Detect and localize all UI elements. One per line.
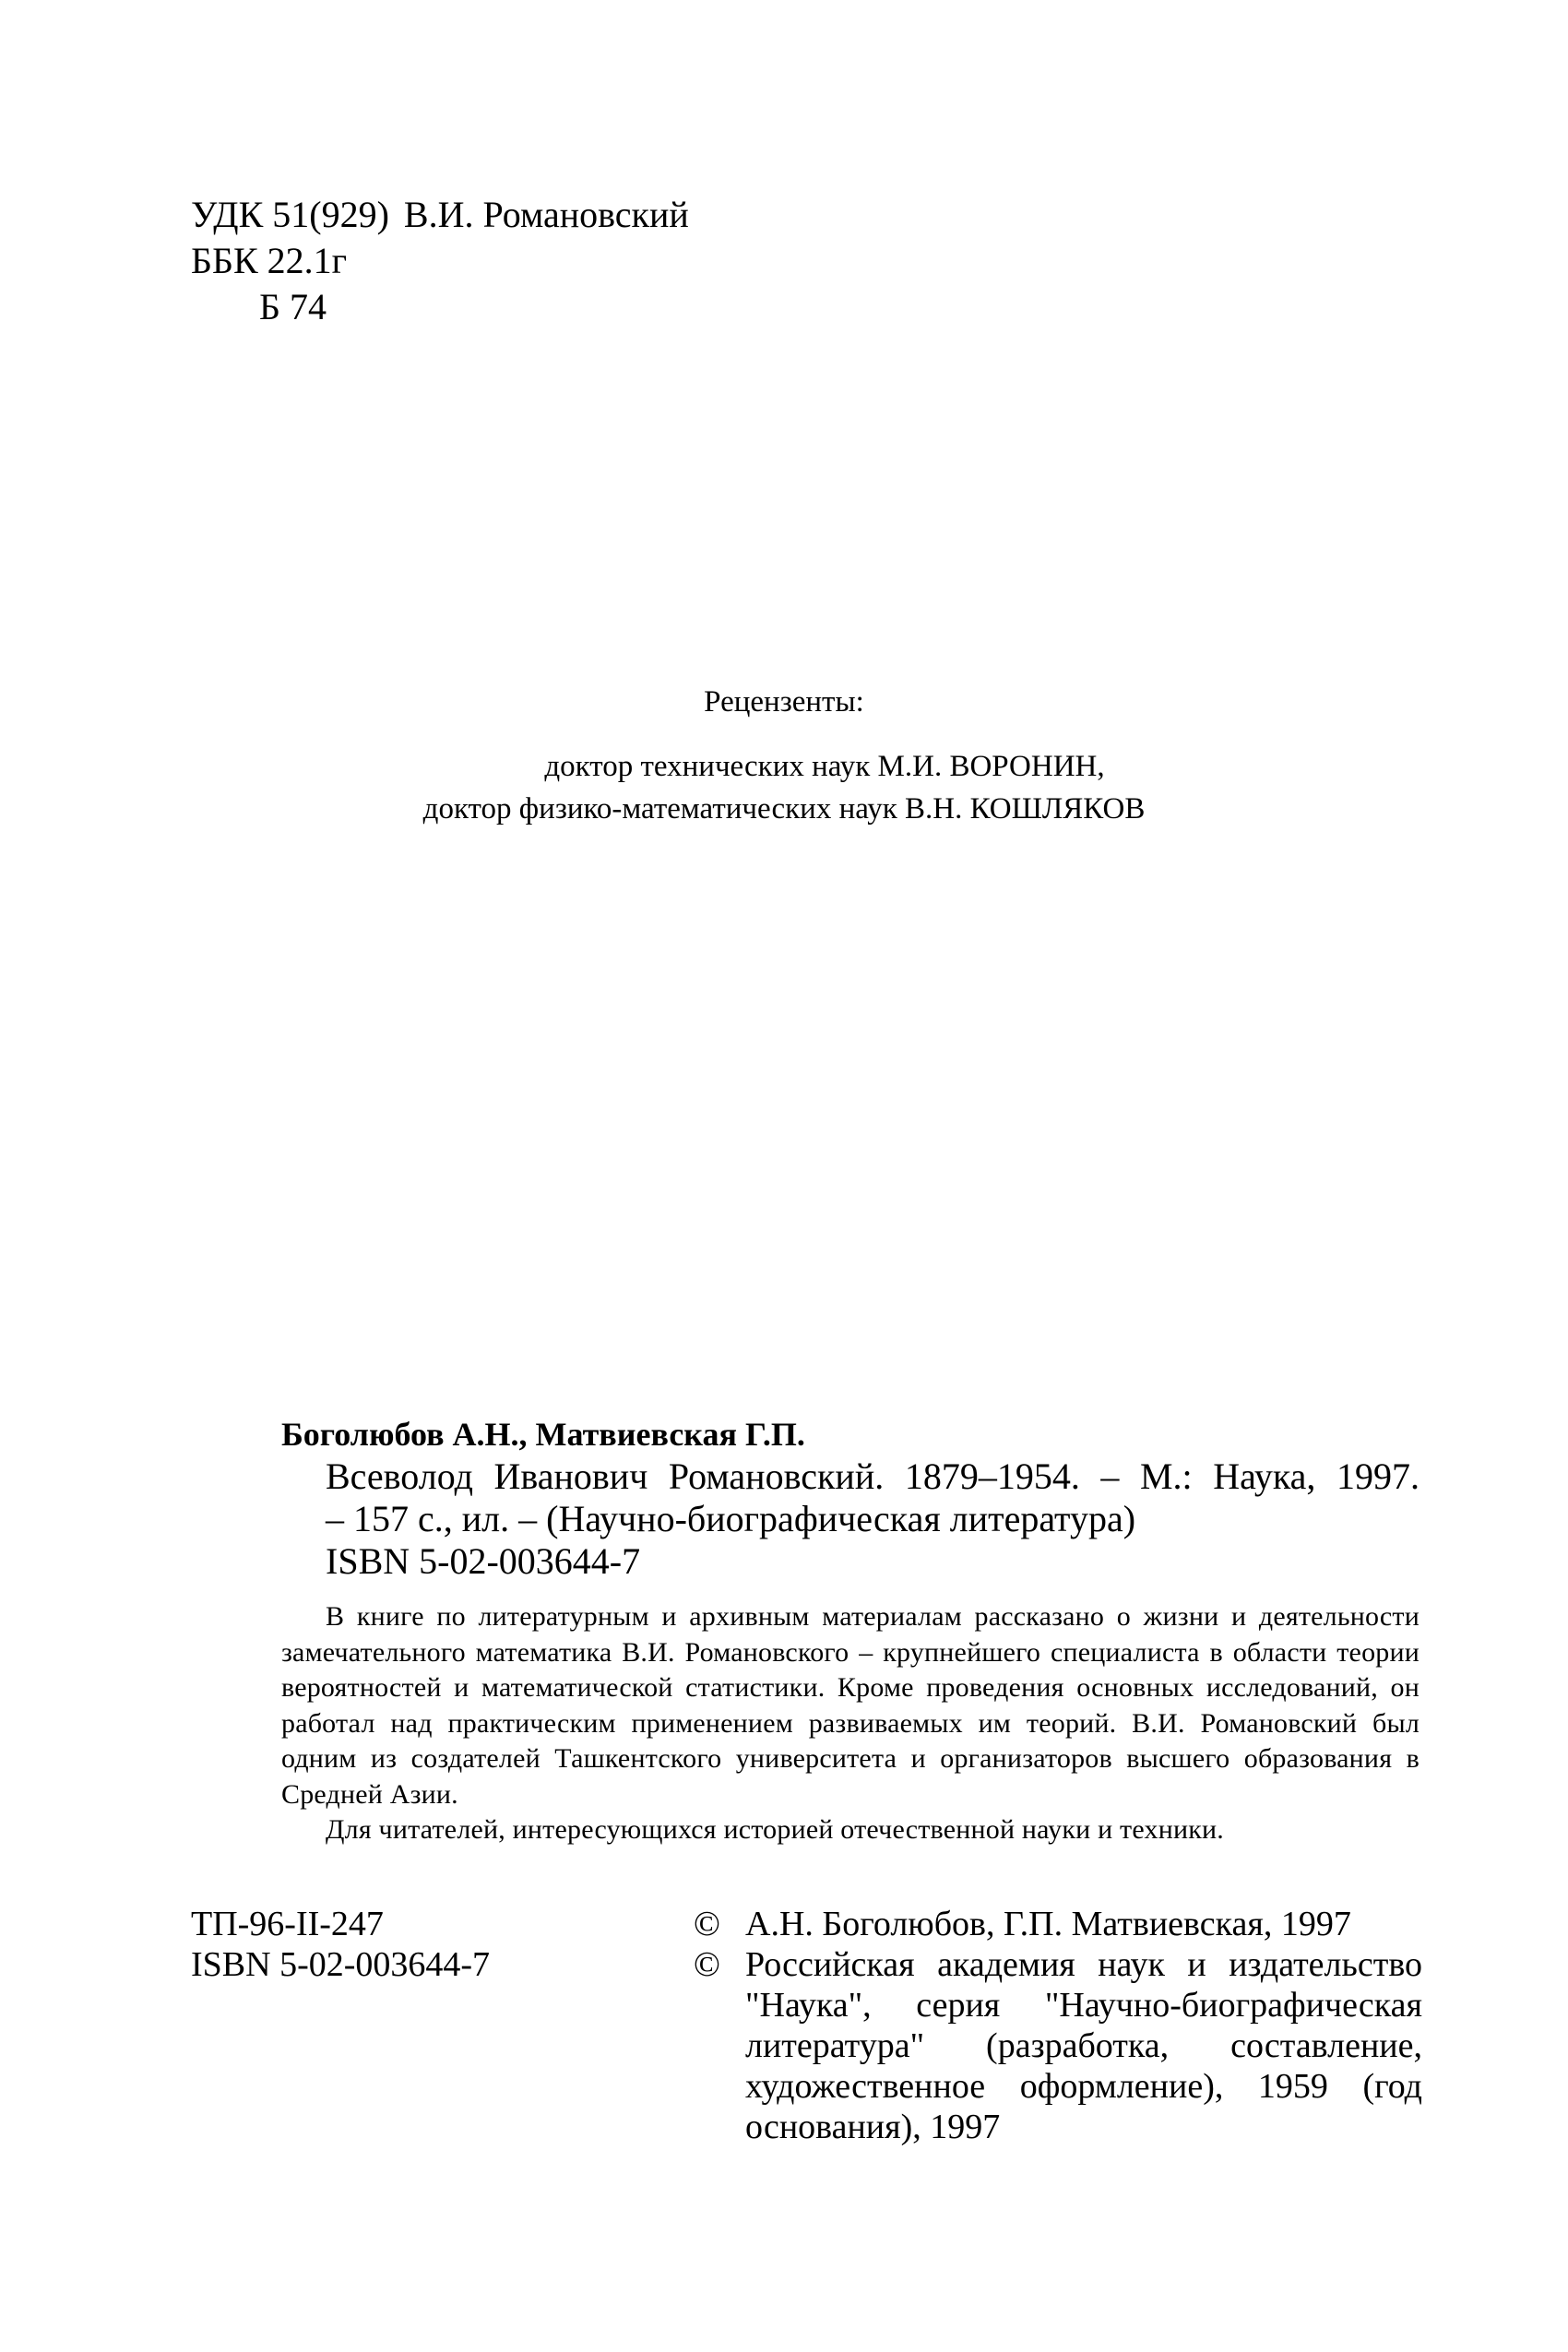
reviewer-line: доктор физико-математических наук В.Н. КОШЛЯКОВ — [422, 792, 1146, 826]
annotation-readers: Для читателей, интересующихся историей отечественной науки и техники. — [326, 1814, 1224, 1845]
copyright-block — [694, 1904, 1422, 2147]
copyright-symbol: © — [694, 1905, 720, 1943]
copyright-publisher — [694, 1944, 1422, 2147]
record-pages-line: – 157 с., ил. – (Научно-биографическая литература) — [326, 1498, 1136, 1539]
copyright-symbol: © — [694, 1945, 720, 1984]
catalog-codes — [191, 192, 689, 330]
copyright-publisher-text: Российская академия наук и издательство "Наука", серия "Научно-биографическая литература" (разработка, составление, художественное оформление), 1959 (год основания), 1997 — [745, 1945, 1422, 2146]
tp-code: ТП-96-II-247 — [191, 1905, 384, 1943]
reviewers-title: Рецензенты: — [704, 685, 864, 719]
record-description — [281, 1455, 1420, 1583]
bibliographic-record — [281, 1413, 1420, 1848]
udk-line — [191, 192, 689, 238]
udk-subject: В.И. Романовский — [403, 194, 689, 235]
annotation — [281, 1599, 1420, 1848]
record-title-line: Всеволод Иванович Романовский. 1879–1954. – М.: Наука, 1997. — [326, 1455, 1420, 1497]
copyright-authors — [694, 1904, 1422, 1944]
bbk-code: ББК 22.1г — [191, 240, 348, 281]
author-mark: Б 74 — [259, 286, 327, 327]
reviewer-line: доктор технических наук М.И. ВОРОНИН, — [544, 750, 1105, 783]
record-authors: Боголюбов А.Н., Матвиевская Г.П. — [281, 1416, 805, 1453]
annotation-text: В книге по литературным и архивным материалам рассказано о жизни и деятельности замечательного математика В.И. Романовского – крупнейшего специалиста в области теории вероятностей и математической статистики. Кроме проведения основных исследований, он работал над практическим применением развиваемых им теорий. В.И. Романовский был одним из создателей Ташкентского университета и организаторов высшего образования в Средней Азии. — [281, 1601, 1420, 1810]
copyright-authors-text: А.Н. Боголюбов, Г.П. Матвиевская, 1997 — [745, 1905, 1351, 1943]
footer-codes — [191, 1904, 490, 1985]
footer-isbn: ISBN 5-02-003644-7 — [191, 1945, 491, 1984]
udk-code: УДК 51(929) — [191, 194, 389, 235]
record-isbn-line: ISBN 5-02-003644-7 — [326, 1540, 641, 1582]
reviewers-block — [0, 681, 1568, 830]
